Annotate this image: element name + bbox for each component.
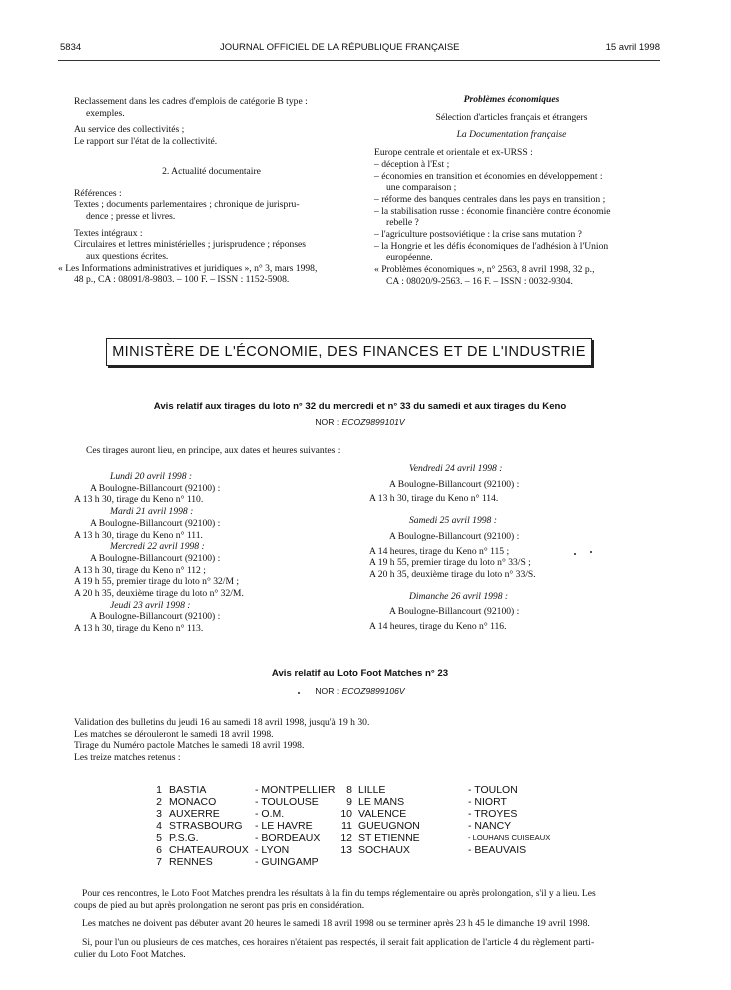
list-item: – l'agriculture postsoviétique : la crise sans mutation ? [374,229,582,241]
match-number: 2 [156,796,162,808]
section-heading: 2. Actualité documentaire [162,165,261,177]
citation-line: « Problèmes économiques », n° 2563, 8 avril 1998, 32 p., [374,264,595,276]
list-item: – déception à l'Est ; [374,158,450,170]
matches-table [150,784,570,874]
home-team: P.S.G. [169,832,199,844]
matches-home-right [358,784,420,856]
draw-line: A 13 h 30, tirage du Keno n° 111. [74,529,203,541]
home-team: VALENCE [358,808,407,820]
list-item: – la stabilisation russe : économie financière contre économie [374,205,611,217]
draw-place: A Boulogne-Billancourt (92100) : [389,530,520,542]
home-team: SOCHAUX [358,844,410,856]
right-column [374,94,649,288]
match-number: 3 [156,808,162,820]
away-team: - GUINGAMP [255,856,319,868]
text-line: exemples. [86,107,125,119]
day-heading: Vendredi 24 avril 1998 : [409,463,503,474]
draw-place: A Boulogne-Billancourt (92100) : [90,482,221,494]
away-team: - BORDEAUX [255,832,321,844]
away-team: - BEAUVAIS [468,844,527,856]
region: Europe centrale et orientale et ex-URSS : [374,147,533,159]
day-heading: Mercredi 22 avril 1998 : [110,541,205,553]
home-team: STRASBOURG [169,820,243,832]
draw-line: A 13 h 30, tirage du Keno n° 112 ; [74,564,206,576]
draw-line: A 20 h 35, deuxième tirage du loto n° 32/M. [74,588,244,600]
citation-line: « Les Informations administratives et juridiques », n° 3, mars 1998, [58,262,318,274]
nor-code: ECOZ9899101V [341,417,405,427]
match-number: 10 [340,808,352,820]
day-heading: Mardi 21 avril 1998 : [110,506,194,518]
away-team: - O.M. [255,808,285,820]
draw-line: A 20 h 35, deuxième tirage du loto n° 33/S. [369,568,536,580]
home-team: ST ETIENNE [358,832,420,844]
home-team: RENNES [169,856,213,868]
citation-line: 48 p., CA : 08091/8-9803. – 100 F. – ISSN : 1152-5908. [74,274,290,286]
nor-label: NOR : [315,417,340,427]
draw-line: A 13 h 30, tirage du Keno n° 114. [369,493,499,505]
draw-place: A Boulogne-Billancourt (92100) : [90,517,221,529]
text-line: dence ; presse et livres. [86,210,176,222]
draw-line: A 19 h 55, premier tirage du loto n° 32/M ; [74,576,240,588]
draw-place: A Boulogne-Billancourt (92100) : [389,478,520,490]
text-line: Les matches se dérouleront le samedi 18 avril 1998. [74,728,274,740]
day-heading: Samedi 25 avril 1998 : [409,515,497,527]
home-team: LILLE [358,784,386,796]
section-heading: Problèmes économiques [463,94,560,105]
citation-line: CA : 08020/9-2563. – 16 F. – ISSN : 0032-9304. [386,275,573,287]
paragraph-line: coups de pied au but après prolongation ne seront pas pris en considération. [74,899,365,911]
text-line: Tirage du Numéro pactole Matches le samedi 18 avril 1998. [74,740,305,752]
nor-code: ECOZ9899106V [341,686,405,696]
draw-line: A 13 h 30, tirage du Keno n° 110. [74,494,204,506]
draw-place: A Boulogne-Billancourt (92100) : [90,611,221,623]
scan-speck [298,692,300,694]
matches-away-left [255,784,336,868]
text-line: Circulaires et lettres ministérielles ; jurisprudence ; réponses [74,239,307,251]
away-team: - NIORT [468,796,507,808]
list-item: européenne. [386,252,433,264]
match-number: 7 [156,856,162,868]
home-team: GUEUGNON [358,820,420,832]
list-item: – la Hongrie et les défis économiques de l'adhésion à l'Union [374,240,609,252]
list-item: une comparaison ; [386,182,457,194]
ministry-banner: MINISTÈRE DE L'ÉCONOMIE, DES FINANCES ET DE L'INDUSTRIE [106,338,592,366]
scan-speck [574,553,576,555]
match-number: 8 [346,784,352,796]
away-team: - MONTPELLIER [255,784,336,796]
nor-reference [60,686,660,696]
home-team: CHATEAUROUX [169,844,249,856]
day-heading: Jeudi 23 avril 1998 : [110,599,191,611]
issue-date: 15 avril 1998 [605,42,660,53]
page-number: 5834 [60,42,82,53]
away-team: - TROYES [468,808,518,820]
away-team: - LE HAVRE [255,820,313,832]
text-line: Les treize matches retenus : [74,752,181,764]
match-number: 5 [156,832,162,844]
home-team: MONACO [169,796,217,808]
references-label: Références : [74,187,122,199]
draw-place: A Boulogne-Billancourt (92100) : [389,606,520,618]
home-team: AUXERRE [169,808,220,820]
nor-label: NOR : [315,686,340,696]
away-team: - LYON [255,844,290,856]
list-item: rebelle ? [386,217,419,229]
text-line: Reclassement dans les cadres d'emplois de catégorie B type : [74,96,308,107]
integral-label: Textes intégraux : [74,227,143,239]
paragraph-line: Les matches ne doivent pas débuter avant 20 heures le samedi 18 avril 1998 ou se terminer après 23 h 45 le dimanche 19 avril 1998. [82,918,590,930]
paragraph-line: culier du Loto Foot Matches. [74,948,186,960]
text-line: aux questions écrites. [86,251,169,263]
away-team: - TOULOUSE [255,796,319,808]
away-team: - NANCY [468,820,512,832]
home-team: LE MANS [358,796,405,808]
notice-title: Avis relatif aux tirages du loto n° 32 du mercredi et n° 33 du samedi et aux tirages du Keno [153,401,567,412]
notice-details [74,717,654,764]
paragraph-line: Pour ces rencontres, le Loto Foot Matches prendra les résultats à la fin du temps réglementaire ou après prolongation, s'il y a lieu. Les [82,888,596,899]
day-heading: Lundi 20 avril 1998 : [110,471,193,482]
match-number: 9 [346,796,352,808]
matches-away-right [468,784,550,856]
paragraph-line: Si, pour l'un ou plusieurs de ces matches, ces horaires n'étaient pas respectés, il serait fait application de l'article 4 du règlement parti- [82,937,595,949]
match-number: 4 [156,820,162,832]
draw-line: A 14 heures, tirage du Keno n° 116. [369,621,507,633]
matches-numbers-left [150,784,162,868]
publisher: La Documentation française [456,129,567,141]
text-line: Le rapport sur l'état de la collectivité. [74,136,218,148]
text-line: Textes ; documents parlementaires ; chronique de jurispru- [74,199,300,211]
footer-notes [74,888,654,961]
home-team: BASTIA [169,784,207,796]
text-line: Au service des collectivités ; [74,124,185,136]
match-number: 1 [156,784,162,796]
match-number: 11 [341,820,352,832]
schedule-right [369,463,649,633]
matches-home-left [169,784,249,868]
notice-intro: Ces tirages auront lieu, en principe, aux dates et heures suivantes : [86,445,341,456]
nor-reference [60,417,660,427]
page-header [60,42,660,56]
draw-place: A Boulogne-Billancourt (92100) : [90,552,221,564]
match-number: 13 [340,844,352,856]
match-number: 6 [156,844,162,856]
schedule-left [74,471,349,635]
text-line: Validation des bulletins du jeudi 16 au samedi 18 avril 1998, jusqu'à 19 h 30. [74,717,370,728]
away-team: - TOULON [468,784,518,796]
subheading: Sélection d'articles français et étrangers [435,111,588,123]
notice-title: Avis relatif au Loto Foot Matches n° 23 [271,668,449,679]
draw-line: A 13 h 30, tirage du Keno n° 113. [74,623,204,635]
header-rule [58,60,660,61]
journal-title: JOURNAL OFFICIEL DE LA RÉPUBLIQUE FRANÇAISE [220,42,460,53]
scan-speck [590,551,592,553]
list-item: – économies en transition et économies en développement : [374,170,603,182]
match-number: 12 [340,832,352,844]
draw-line: A 19 h 55, premier tirage du loto n° 33/S ; [369,557,531,569]
day-heading: Dimanche 26 avril 1998 : [409,590,509,602]
list-item: – réforme des banques centrales dans les pays en transition ; [374,193,606,205]
away-team: - LOUHANS CUISEAUX [468,833,551,842]
matches-numbers-right [340,784,352,856]
left-column [58,96,349,286]
draw-line: A 14 heures, tirage du Keno n° 115 ; [369,545,510,557]
